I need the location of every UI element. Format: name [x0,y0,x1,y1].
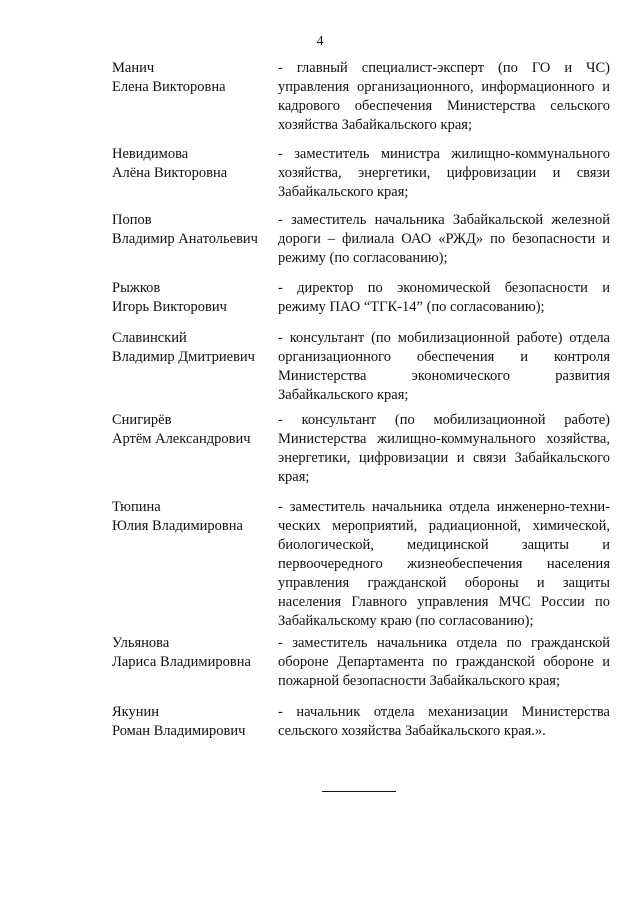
description-line: первоочередного жизнеобеспечения населения [278,556,610,572]
person-name [112,145,272,183]
description-line: управления организационного, информационного и [278,79,610,95]
given-names: Владимир Дмитриевич [112,349,255,365]
person-name [112,703,272,741]
description-line: хозяйства Забайкальского края; [278,117,472,133]
description-line: дороги – филиала ОАО «РЖД» по безопасности и [278,231,610,247]
description-line: - главный специалист-эксперт (по ГО и ЧС) [278,60,610,76]
person-name [112,211,272,249]
description-line: энергетики, цифровизации и связи Забайкальского [278,450,610,466]
description-line: сельского хозяйства Забайкальского края.». [278,723,546,739]
description-line: ческих мероприятий, радиационной, химической, [278,518,610,534]
description-line: управления гражданской обороны и защиты [278,575,610,591]
position-description [278,145,610,202]
person-name [112,498,272,536]
description-line: - начальник отдела механизации Министерства [278,704,610,720]
position-description [278,279,610,317]
position-description [278,411,610,487]
position-description [278,211,610,268]
description-line: - заместитель министра жилищно-коммунального [278,146,610,162]
given-names: Роман Владимирович [112,723,246,739]
surname: Рыжков [112,280,161,296]
description-line: пожарной безопасности Забайкальского края; [278,673,560,689]
surname: Ульянова [112,635,170,651]
description-line: Забайкальского края; [278,387,409,403]
description-line: - заместитель начальника отдела инженерно-техни- [278,499,610,515]
description-line: - директор по экономической безопасности и [278,280,610,296]
surname: Попов [112,212,152,228]
surname: Манич [112,60,155,76]
description-line: Министерства жилищно-коммунального хозяйства, [278,431,610,447]
description-line: Забайкальского края; [278,184,409,200]
description-line: кадрового обеспечения Министерства сельского [278,98,610,114]
given-names: Лариса Владимировна [112,654,251,670]
description-line: режиму ПАО “ТГК-14” (по согласованию); [278,299,545,315]
position-description [278,634,610,691]
given-names: Юлия Владимировна [112,518,243,534]
page-number: 4 [316,34,324,49]
given-names: Артём Александрович [112,431,251,447]
person-name [112,411,272,449]
description-line: организационного обеспечения и контроля [278,349,610,365]
person-name [112,329,272,367]
surname: Славинский [112,330,187,346]
description-line: обороне Департамента по гражданской обороне и [278,654,610,670]
position-description [278,329,610,405]
description-line: Забайкальскому краю (по согласованию); [278,613,534,629]
description-line: Министерства экономического развития [278,368,610,384]
given-names: Владимир Анатольевич [112,231,258,247]
given-names: Елена Викторовна [112,79,226,95]
person-name [112,279,272,317]
surname: Якунин [112,704,160,720]
surname: Снигирёв [112,412,172,428]
position-description [278,59,610,135]
position-description [278,498,610,631]
description-line: хозяйства, энергетики, цифровизации и связи [278,165,610,181]
description-line: края; [278,469,310,485]
person-name [112,634,272,672]
person-name [112,59,272,97]
description-line: населения Главного управления МЧС России по [278,594,610,610]
description-line: - заместитель начальника Забайкальской железной [278,212,610,228]
surname: Невидимова [112,146,189,162]
position-description [278,703,610,741]
given-names: Алёна Викторовна [112,165,228,181]
description-line: биологической, медицинской защиты и [278,537,610,553]
description-line: - консультант (по мобилизационной работе) [278,412,610,428]
given-names: Игорь Викторович [112,299,227,315]
surname: Тюпина [112,499,161,515]
description-line: режиму (по согласованию); [278,250,448,266]
end-divider [322,791,396,792]
description-line: - консультант (по мобилизационной работе) отдела [278,330,610,346]
description-line: - заместитель начальника отдела по гражданской [278,635,610,651]
